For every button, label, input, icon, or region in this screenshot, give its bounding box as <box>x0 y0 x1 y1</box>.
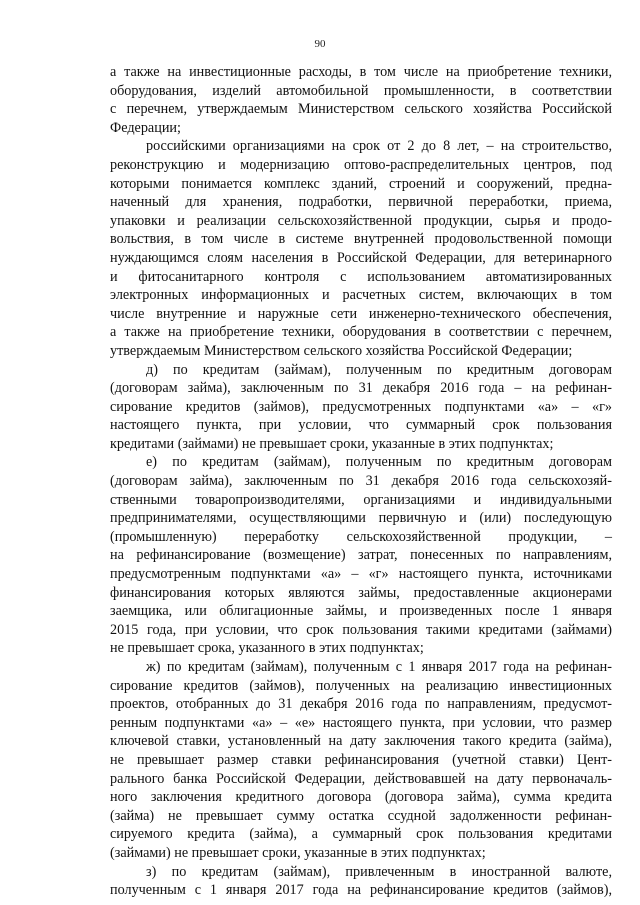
text-line: сируемого кредита (займа), а суммарный срок пользования кредитами <box>110 826 612 843</box>
paragraph <box>110 137 612 360</box>
text-line: (займа) не превышает сумму остатка ссудной задолженности рефинан- <box>110 807 612 824</box>
text-line: российскими организациями на срок от 2 до 8 лет, – на строительство, <box>146 138 612 155</box>
text-line: ренным подпунктами «а» – «е» настоящего пункта, при условии, что размер <box>110 714 612 731</box>
text-line: предусмотренным подпунктами «а» – «г» настоящего пункта, источниками <box>110 566 612 583</box>
text-line: не превышает срока, указанного в этих подпунктах; <box>110 640 424 657</box>
text-line: нуждающимся слоям населения в Российской Федерации, для ветеринарного <box>110 249 612 266</box>
paragraph <box>110 453 612 658</box>
text-line: Федерации; <box>110 119 181 136</box>
text-line: (договорам займа), заключенным по 31 декабря 2016 года сельскохозяй- <box>110 473 612 490</box>
page-number: 90 <box>314 38 326 50</box>
paragraph <box>110 863 612 900</box>
text-line: которыми понимается комплекс зданий, строений и сооружений, предна- <box>110 175 612 192</box>
text-line: (займами) не превышает сроки, указанные в этих подпунктах; <box>110 844 486 861</box>
text-line: з) по кредитам (займам), привлеченным в иностранной валюте, <box>146 863 612 880</box>
text-line: числе внутренние и наружные сети инженерно-технического обеспечения, <box>110 305 612 322</box>
text-line: (договорам займа), заключенным по 31 декабря 2016 года – на рефинан- <box>110 380 612 397</box>
text-line: не превышает размер ставки рефинансирования (учетной ставки) Цент- <box>110 751 612 768</box>
paragraph <box>110 63 612 137</box>
text-line: (промышленную) переработку сельскохозяйственной продукции, – <box>110 528 612 545</box>
text-line: электронных информационных и расчетных систем, включающих в том <box>110 287 612 304</box>
text-line: кредитами (займами) не превышает сроки, указанные в этих подпунктах; <box>110 435 554 452</box>
text-line: ж) по кредитам (займам), полученным с 1 января 2017 года на рефинан- <box>146 659 612 675</box>
text-line: сирование кредитов (займов), предусмотренных подпунктами «а» – «г» <box>110 398 612 415</box>
text-line: вольствия, в том числе в системе внутренней продовольственной помощи <box>110 231 612 248</box>
text-line: 2015 года, при условии, что срок пользования такими кредитами (займами) <box>110 621 612 638</box>
text-line: полученным с 1 января 2017 года на рефинансирование кредитов (займов), <box>110 882 612 899</box>
text-line: настоящего пункта, при условии, что суммарный срок пользования <box>110 417 612 434</box>
text-line: сирование кредитов (займов), полученных на реализацию инвестиционных <box>110 677 612 694</box>
text-line: упаковки и реализации сельскохозяйственной продукции, сырья и продо- <box>110 212 612 229</box>
text-line: с перечнем, утверждаемым Министерством сельского хозяйства Российской <box>110 101 612 118</box>
text-line: а также на инвестиционные расходы, в том числе на приобретение техники, <box>110 64 612 80</box>
text-line: е) по кредитам (займам), полученным по кредитным договорам <box>146 454 612 471</box>
document-body <box>110 63 612 900</box>
text-line: а также на приобретение техники, оборудования в соответствии с перечнем, <box>110 324 612 341</box>
paragraph <box>110 658 612 863</box>
text-line: наченный для хранения, подработки, первичной переработки, приема, <box>110 194 612 211</box>
text-line: проектов, отобранных до 31 декабря 2016 года по направлениям, предусмот- <box>110 696 612 713</box>
text-line: ключевой ставки, установленный на дату заключения такого кредита (займа), <box>110 733 612 750</box>
text-line: утверждаемым Министерством сельского хозяйства Российской Федерации; <box>110 342 573 359</box>
text-line: оборудования, изделий автомобильной промышленности, в соответствии <box>110 82 612 99</box>
text-line: и фитосанитарного контроля с использованием автоматизированных <box>110 268 612 285</box>
text-line: реконструкцию и модернизацию оптово-распределительных центров, под <box>110 156 612 173</box>
text-line: заемщика, или облигационные займы, и произведенных после 1 января <box>110 603 612 620</box>
text-line: ного заключения кредитного договора (договора займа), сумма кредита <box>110 789 612 806</box>
text-line: на рефинансирование (возмещение) затрат, понесенных по направлениям, <box>110 547 612 564</box>
text-line: д) по кредитам (займам), полученным по кредитным договорам <box>146 361 612 378</box>
text-line: предпринимателями, осуществляющими первичную и (или) последующую <box>110 510 612 527</box>
paragraph <box>110 361 612 454</box>
text-line: ственными товаропроизводителями, организациями и индивидуальными <box>110 491 612 508</box>
text-line: рального банка Российской Федерации, действовавшей на дату первоначаль- <box>110 770 612 787</box>
text-line: финансирования которых являются займы, предоставленные акционерами <box>110 584 612 601</box>
